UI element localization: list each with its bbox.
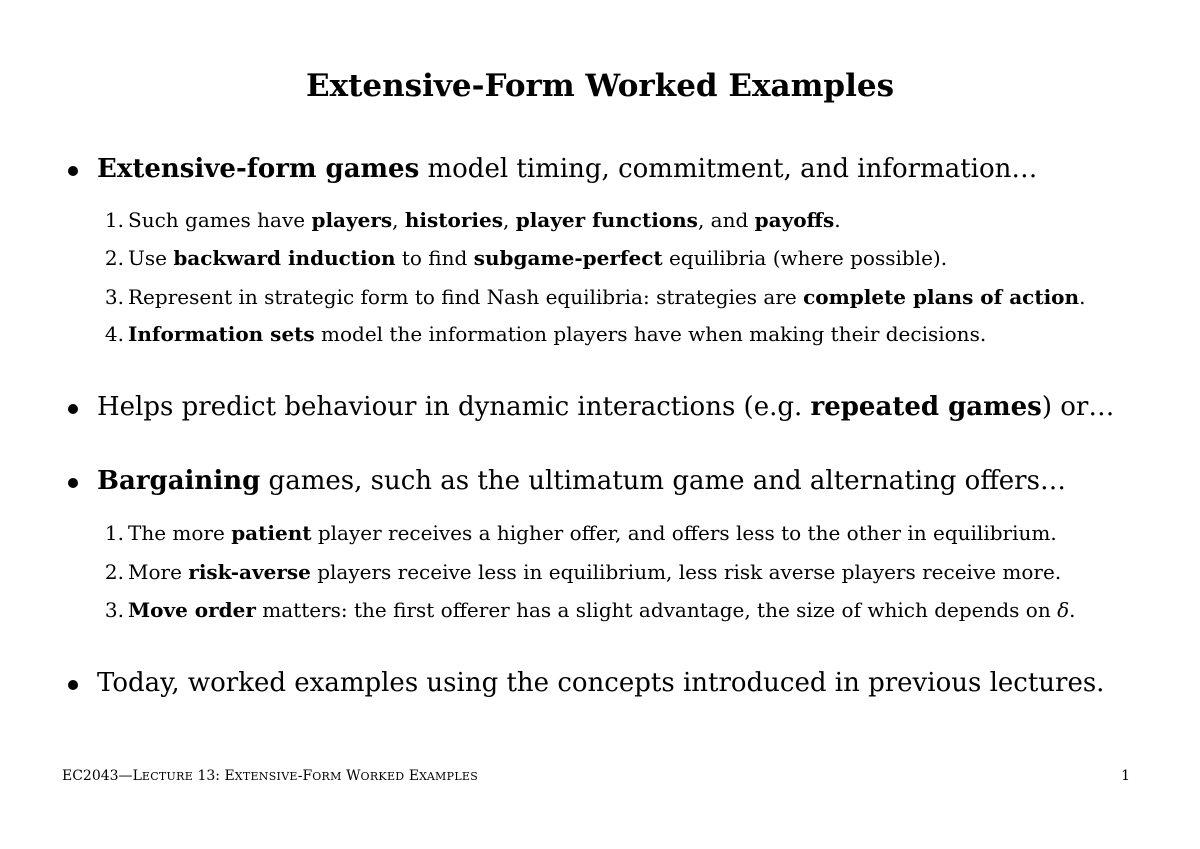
bullet-extensive-form [97,154,1037,184]
item-bold: player functions [515,208,698,232]
bullet-bold-term: Bargaining [97,466,261,496]
item-bold: Move order [128,598,256,622]
list-item [104,207,841,233]
slide-title: Extensive-Form Worked Examples [305,68,895,104]
item-bold: backward induction [173,246,396,270]
list-number: 1. [104,208,124,232]
list-item [104,597,1076,623]
bullet-dynamic-interactions [97,392,1114,422]
bullet-dot-icon [68,166,78,176]
item-text: . [834,208,841,232]
item-bold: risk-averse [188,560,311,584]
item-text: More [128,560,189,584]
footer-text: ORM [312,770,342,783]
list-item [104,520,1057,546]
list-number: 2. [104,560,124,584]
bullet-text: model timing, commitment, and information… [419,154,1038,184]
bullet-text: Today, worked examples using the concepts introduced in previous lectures. [97,668,1105,698]
bullet-bargaining [97,466,1066,496]
item-text: matters: the first offerer has a slight advantage, the size of which depends on [255,598,1058,622]
footer-text: 13: E [193,768,235,784]
list-item [104,559,1062,585]
item-text: , [392,208,405,232]
item-text: , [502,208,516,232]
item-bold: players [311,208,393,232]
item-text: player receives a higher offer, and offers less to the other in equilibrium. [311,521,1057,545]
list-item [104,245,948,271]
item-text: The more [128,521,232,545]
bullet-text: games, such as the ultimatum game and alternating offers… [260,466,1066,496]
bullet-bold-term: Extensive-form games [97,154,420,184]
list-item [104,284,1086,310]
item-text: Represent in strategic form to find Nash equilibria: strategies are [128,285,804,309]
item-bold: complete plans of action [803,285,1080,309]
footer-text: ECTURE [141,770,194,783]
item-text: equilibria (where possible). [662,246,948,270]
item-text: model the information players have when making their decisions. [314,322,987,346]
item-text: . [1069,598,1076,622]
footer-text: XTENSIVE [234,770,298,783]
list-number: 4. [104,322,124,346]
footer-course: EC2043— [62,768,133,784]
bullet-text: Helps predict behaviour in dynamic interactions (e.g. [97,392,811,422]
page-number: 1 [1121,768,1130,784]
list-number: 3. [104,598,124,622]
bullet-dot-icon [68,404,78,414]
list-number: 3. [104,285,124,309]
list-number: 2. [104,246,124,270]
item-text: to find [395,246,474,270]
footer-text: XAMPLES [419,770,479,783]
bullet-dot-icon [68,680,78,690]
item-text: players receive less in equilibrium, less risk averse players receive more. [310,560,1062,584]
item-text: Use [128,246,174,270]
bullet-dot-icon [68,478,78,488]
item-bold: patient [231,521,312,545]
item-bold: subgame-perfect [473,246,663,270]
item-bold: histories [404,208,503,232]
bullet-bold-term: repeated games [810,392,1042,422]
footer-text: W [341,768,361,784]
item-bold: payoffs [754,208,835,232]
item-text: . [1079,285,1086,309]
bullet-text: ) or… [1041,392,1115,422]
footer-text: E [404,768,420,784]
list-number: 1. [104,521,124,545]
item-text: Such games have [128,208,312,232]
footer-text: L [132,768,142,784]
item-bold: Information sets [128,322,315,346]
bullet-today [97,668,1104,698]
delta-symbol: δ [1057,598,1070,622]
footer-lecture-title [62,767,478,786]
footer-text: ORKED [360,770,405,783]
list-item [104,321,987,347]
item-text: , and [697,208,755,232]
footer-text: -F [297,768,313,784]
